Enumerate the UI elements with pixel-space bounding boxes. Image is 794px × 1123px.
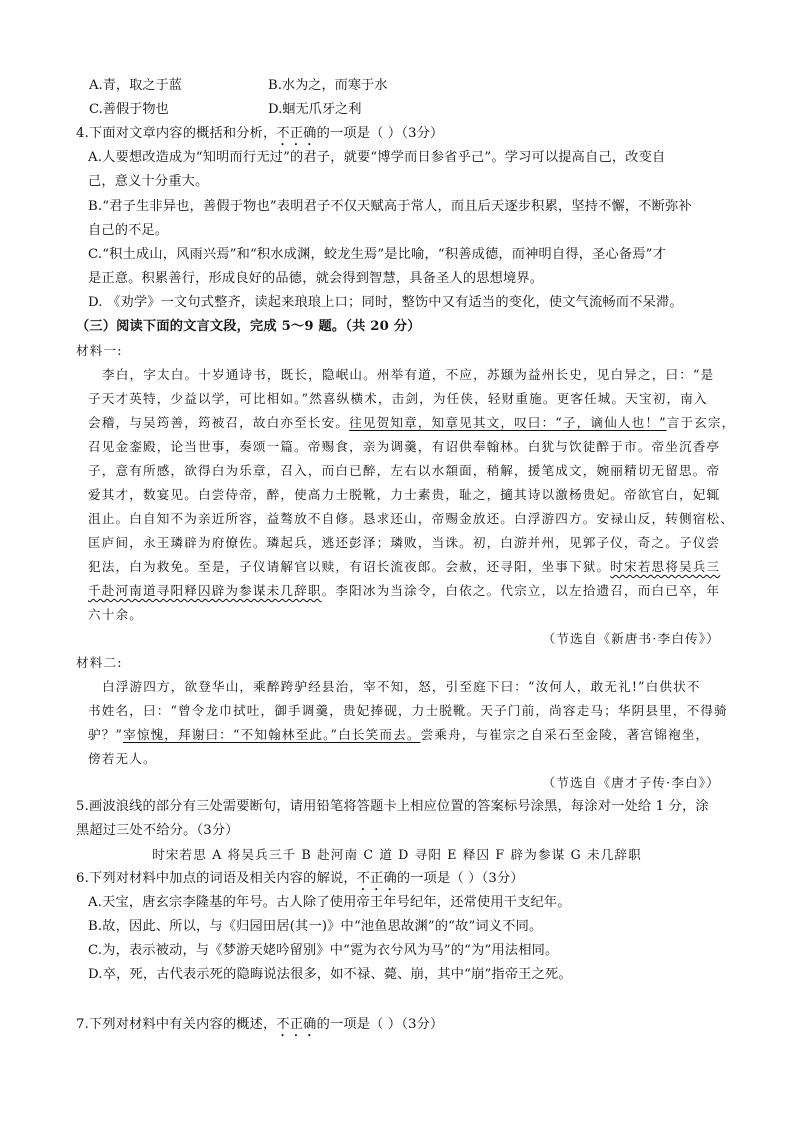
material2-label: 材料二: [76, 655, 123, 670]
material1-wavy-sentence: 千赴河南道寻阳释囚辟为参谋未几辞职 [88, 583, 322, 598]
material1-underlined-sentence: 往见贺知章，知章见其文，叹曰：“子，谪仙人也！” [349, 415, 667, 430]
q6-stem [76, 870, 524, 894]
material1-line [88, 414, 735, 432]
q7-stem [76, 1016, 443, 1040]
q3-option-d: D.蛔无爪牙之利 [268, 102, 362, 117]
material2-line: 傍若无人。 [88, 751, 157, 766]
q7-stem-post: 的一项是（ ）（3分） [316, 1017, 444, 1032]
material1-line: 召见金銮殿，论当世事，奏颂一篇。帝赐食，亲为调羹，有诏供奉翰林。白犹与饮徒醉于市。帝坐沉香亭 [88, 439, 721, 454]
material2-text: 尝乘舟，与崔宗之自采石至金陵，著宫锦袍坐， [420, 727, 710, 742]
material1-line [88, 558, 720, 576]
q6-stem-pre: 6.下列对材料中加点的词语及相关内容的解说， [76, 871, 357, 886]
material1-wavy-sentence: 时宋若思将吴兵三 [610, 559, 721, 574]
q4-option-a-line1: A.人要想改造成为“知明而行无过”的君子，就要“博学而日参省乎己”。学习可以提高自己，改变自 [88, 150, 666, 165]
material2-source: （节选自《唐才子传·李白》） [542, 775, 720, 790]
q6-stem-post: 的一项是（ ）（3分） [396, 871, 524, 886]
q7-stem-emphasis: 不正确 [276, 1017, 317, 1032]
material1-line: 爱其才，数宴见。白尝侍帝，醉，使高力士脱靴，力士素贵，耻之，擿其诗以激杨贵妃。帝欲官白，妃辄 [88, 487, 721, 502]
material1-text: 会稽，与吴筠善，筠被召，故白亦至长安。 [88, 415, 350, 430]
material1-source: （节选自《新唐书·李白传》） [542, 631, 720, 646]
q6-option-c: C.为，表示被动，与《梦游天姥吟留别》中“霓为衣兮风为马”的“为”用法相同。 [88, 943, 559, 958]
q3-option-c: C.善假于物也 [89, 102, 169, 117]
section3-heading: （三）阅读下面的文言文段，完成 5～9 题。（共 20 分） [76, 319, 421, 334]
q6-option-b: B.故，因此、所以，与《归园田居(其一)》中“池鱼思故渊”的“故”词义不同。 [88, 919, 543, 934]
q6-option-a: A.天宝，唐玄宗李隆基的年号。古人除了使用帝王年号纪年，还常使用干支纪年。 [88, 895, 571, 910]
q4-option-c-line1: C.“积土成山，风雨兴焉”和“积水成渊，蛟龙生焉”是比喻，“积善成德，而神明自得，圣心备焉”才 [88, 247, 666, 262]
q4-stem [76, 125, 443, 149]
q5-stem-line1: 5.画波浪线的部分有三处需要断句，请用铅笔将答题卡上相应位置的答案标号涂黑，每涂对一处给 1 分，涂 [76, 799, 709, 814]
material1-text: 犯法，白为救免。至是，子仪请解官以赎，有诏长流夜郎。会赦，还寻阳，坐事下狱。 [88, 559, 611, 574]
q5-break-sequence: 时宋若思 A 将吴兵三千 B 赴河南 C 道 D 寻阳 E 释囚 F 辟为参谋 G 未几辞职 [152, 847, 642, 862]
material1-text: 言于玄宗， [666, 415, 736, 430]
q4-stem-pre: 4.下面对文章内容的概括和分析， [76, 126, 277, 141]
material2-line [88, 726, 709, 744]
material1-line: 子天才英特，少益以学，可比相如。”然喜纵横术，击剑，为任侠，轻财重施。更客任城。天宝初，南入 [88, 391, 708, 406]
q6-option-d: D.卒，死，古代表示死的隐晦说法很多，如不禄、薨、崩，其中“崩”指帝王之死。 [88, 967, 572, 982]
material2-underlined-sentence: 宰惊愧，拜谢曰：“不知翰林至此。”白长笑而去。 [123, 727, 421, 742]
material1-text: 。李阳冰为当涂令，白依之。代宗立，以左拾遗召，而白已卒，年 [321, 583, 721, 598]
q7-stem-pre: 7.下列对材料中有关内容的概述， [76, 1017, 277, 1032]
material1-line: 子，意有所感，欲得白为乐章，召入，而白已醉，左右以水頮面，稍解，援笔成文，婉丽精切无留思。帝 [88, 463, 721, 478]
material1-line [88, 582, 720, 600]
q4-stem-emphasis: 不正确 [276, 126, 317, 141]
material2-line: 白浮游四方，欲登华山，乘醉跨驴经县治，宰不知，怒，引至庭下曰：“汝何人，敢无礼!”白供状不 [102, 679, 701, 694]
material1-line: 匡庐间，永王璘辟为府僚佐。璘起兵，逃还彭泽；璘败，当诛。初，白游并州，见郭子仪，奇之。子仪尝 [88, 535, 721, 550]
q4-option-c-line2: 是正意。积累善行，形成良好的品德，就会得到智慧，具备圣人的思想境界。 [88, 271, 544, 286]
q4-option-d: D. 《劝学》一文句式整齐，读起来琅琅上口；同时，整饬中又有适当的变化，使文气流畅而不呆滞。 [88, 295, 683, 310]
material2-text: 驴？” [88, 727, 124, 742]
q5-stem-line2: 黑超过三处不给分。（3分） [76, 823, 239, 838]
q6-stem-emphasis: 不正确 [356, 871, 397, 886]
material1-line: 李白，字太白。十岁通诗书，既长，隐岷山。州举有道，不应，苏颋为益州长史，见白异之，曰：“是 [102, 367, 715, 382]
material2-line: 书姓名，曰：“曾令龙巾拭吐，御手调羹，贵妃捧砚，力士脱靴。天子门前，尚容走马；华阴县里，不得骑 [88, 703, 728, 718]
q3-option-b: B.水为之，而寒于水 [268, 78, 388, 93]
q3-option-a: A.青，取之于蓝 [89, 78, 182, 93]
q4-option-b-line2: 自己的不足。 [88, 223, 169, 238]
material1-line: 沮止。白自知不为亲近所容，益骜放不自修。恳求还山，帝赐金放还。白浮游四方。安禄山反，转侧宿松、 [88, 511, 734, 526]
material1-line: 六十余。 [88, 607, 143, 622]
q4-stem-post: 的一项是（ ）（3分） [316, 126, 444, 141]
q4-option-a-line2: 己，意义十分重大。 [88, 174, 209, 189]
q4-option-b-line1: B.“君子生非异也，善假于物也”表明君子不仅天赋高于常人，而且后天逐步积累，坚持不懈，不断弥补 [88, 199, 692, 214]
material1-label: 材料一: [76, 343, 123, 358]
